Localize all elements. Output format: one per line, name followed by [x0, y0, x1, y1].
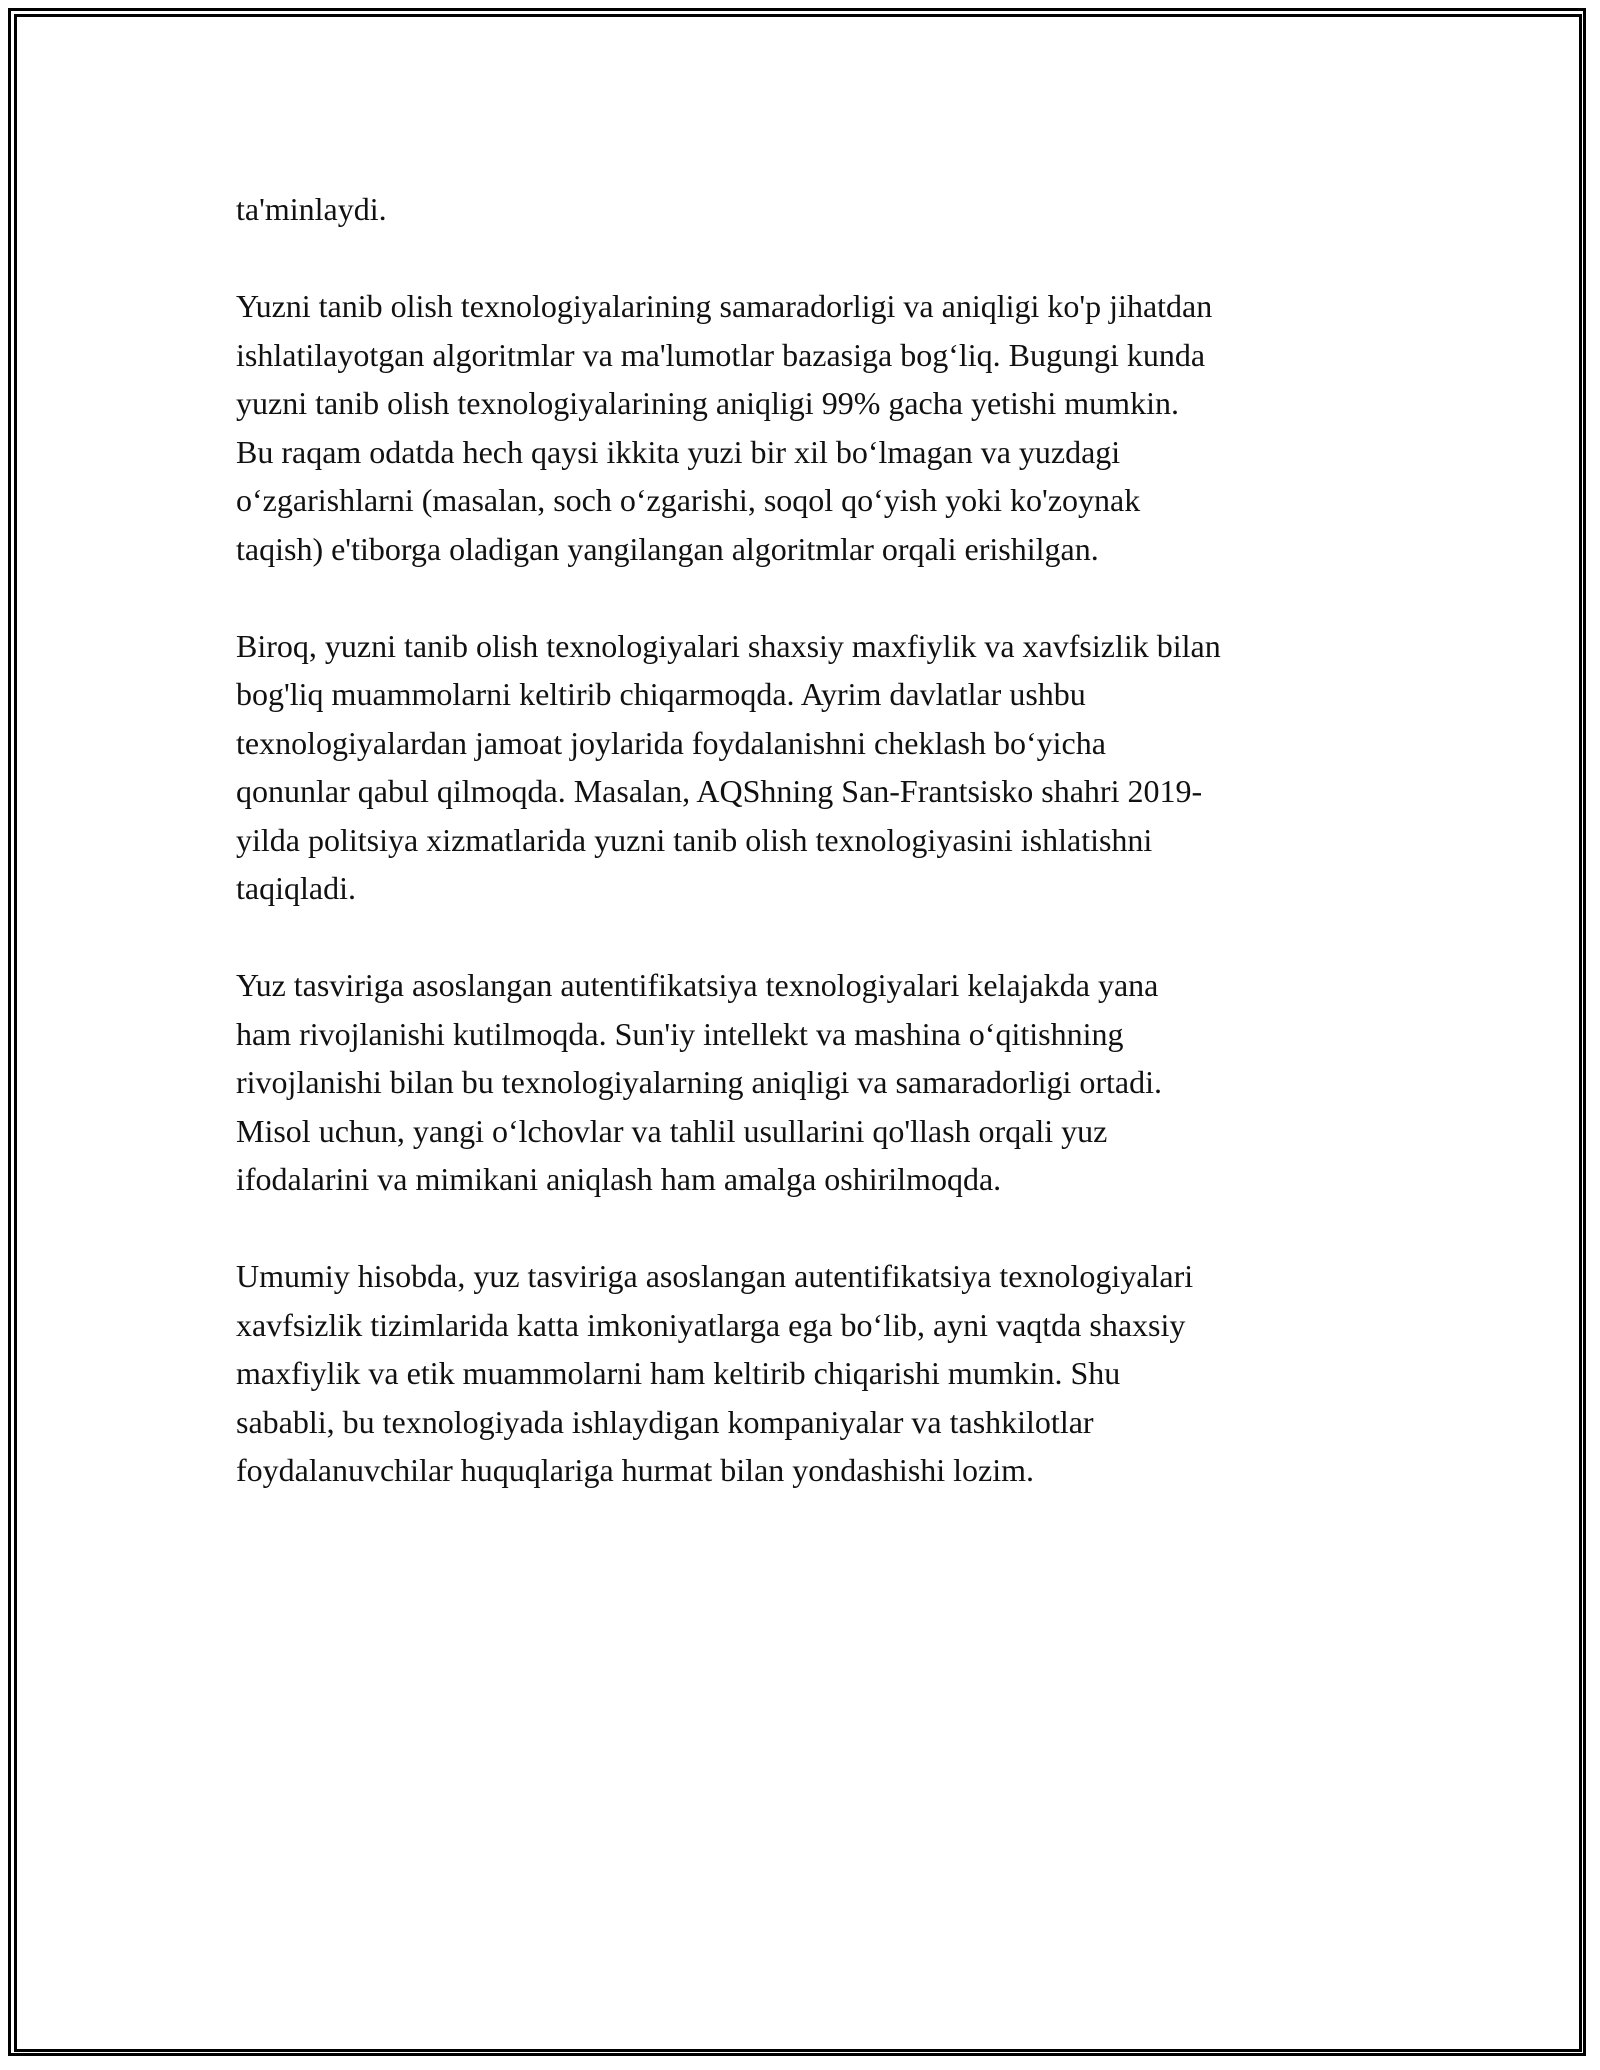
paragraph-continuation: ta'minlaydi.: [236, 191, 387, 227]
paragraph-conclusion: Umumiy hisobda, yuz tasviriga asoslangan autentifikatsiya texnologiyalari xavfsizlik tizimlarida katta imkoniyatlarga ega bo‘lib, ayni vaqtda shaxsiy maxfiylik va etik muammolarni ham keltirib chiqarishi mumkin. Shu sababli, bu texnologiyada ishlaydigan kompaniyalar va tashkilotlar foydalanuvchilar huquqlariga hurmat bilan yondashishi lozim.: [236, 1258, 1194, 1488]
document-body: [236, 185, 1386, 1543]
paragraph-accuracy: Yuzni tanib olish texnologiyalarining samaradorligi va aniqligi ko'p jihatdan ishlatilayotgan algoritmlar va ma'lumotlar bazasiga bog‘liq. Bugungi kunda yuzni tanib olish texnologiyalarining aniqligi 99% gacha yetishi mumkin. Bu raqam odatda hech qaysi ikkita yuzi bir xil bo‘lmagan va yuzdagi o‘zgarishlarni (masalan, soch o‘zgarishi, soqol qo‘yish yoki ko'zoynak taqish) e'tiborga oladigan yangilangan algoritmlar orqali erishilgan.: [236, 288, 1213, 567]
paragraph-future: Yuz tasviriga asoslangan autentifikatsiya texnologiyalari kelajakda yana ham rivojlanishi kutilmoqda. Sun'iy intellekt va mashina o‘qitishning rivojlanishi bilan bu texnologiyalarning aniqligi va samaradorligi ortadi. Misol uchun, yangi o‘lchovlar va tahlil usullarini qo'llash orqali yuz ifodalarini va mimikani aniqlash ham amalga oshirilmoqda.: [236, 967, 1163, 1197]
paragraph-privacy: Biroq, yuzni tanib olish texnologiyalari shaxsiy maxfiylik va xavfsizlik bilan bog'liq muammolarni keltirib chiqarmoqda. Ayrim davlatlar ushbu texnologiyalardan jamoat joylarida foydalanishni cheklash bo‘yicha qonunlar qabul qilmoqda. Masalan, AQShning San-Frantsisko shahri 2019- yilda politsiya xizmatlarida yuzni tanib olish texnologiyasini ishlatishni taqiqladi.: [236, 627, 1221, 906]
